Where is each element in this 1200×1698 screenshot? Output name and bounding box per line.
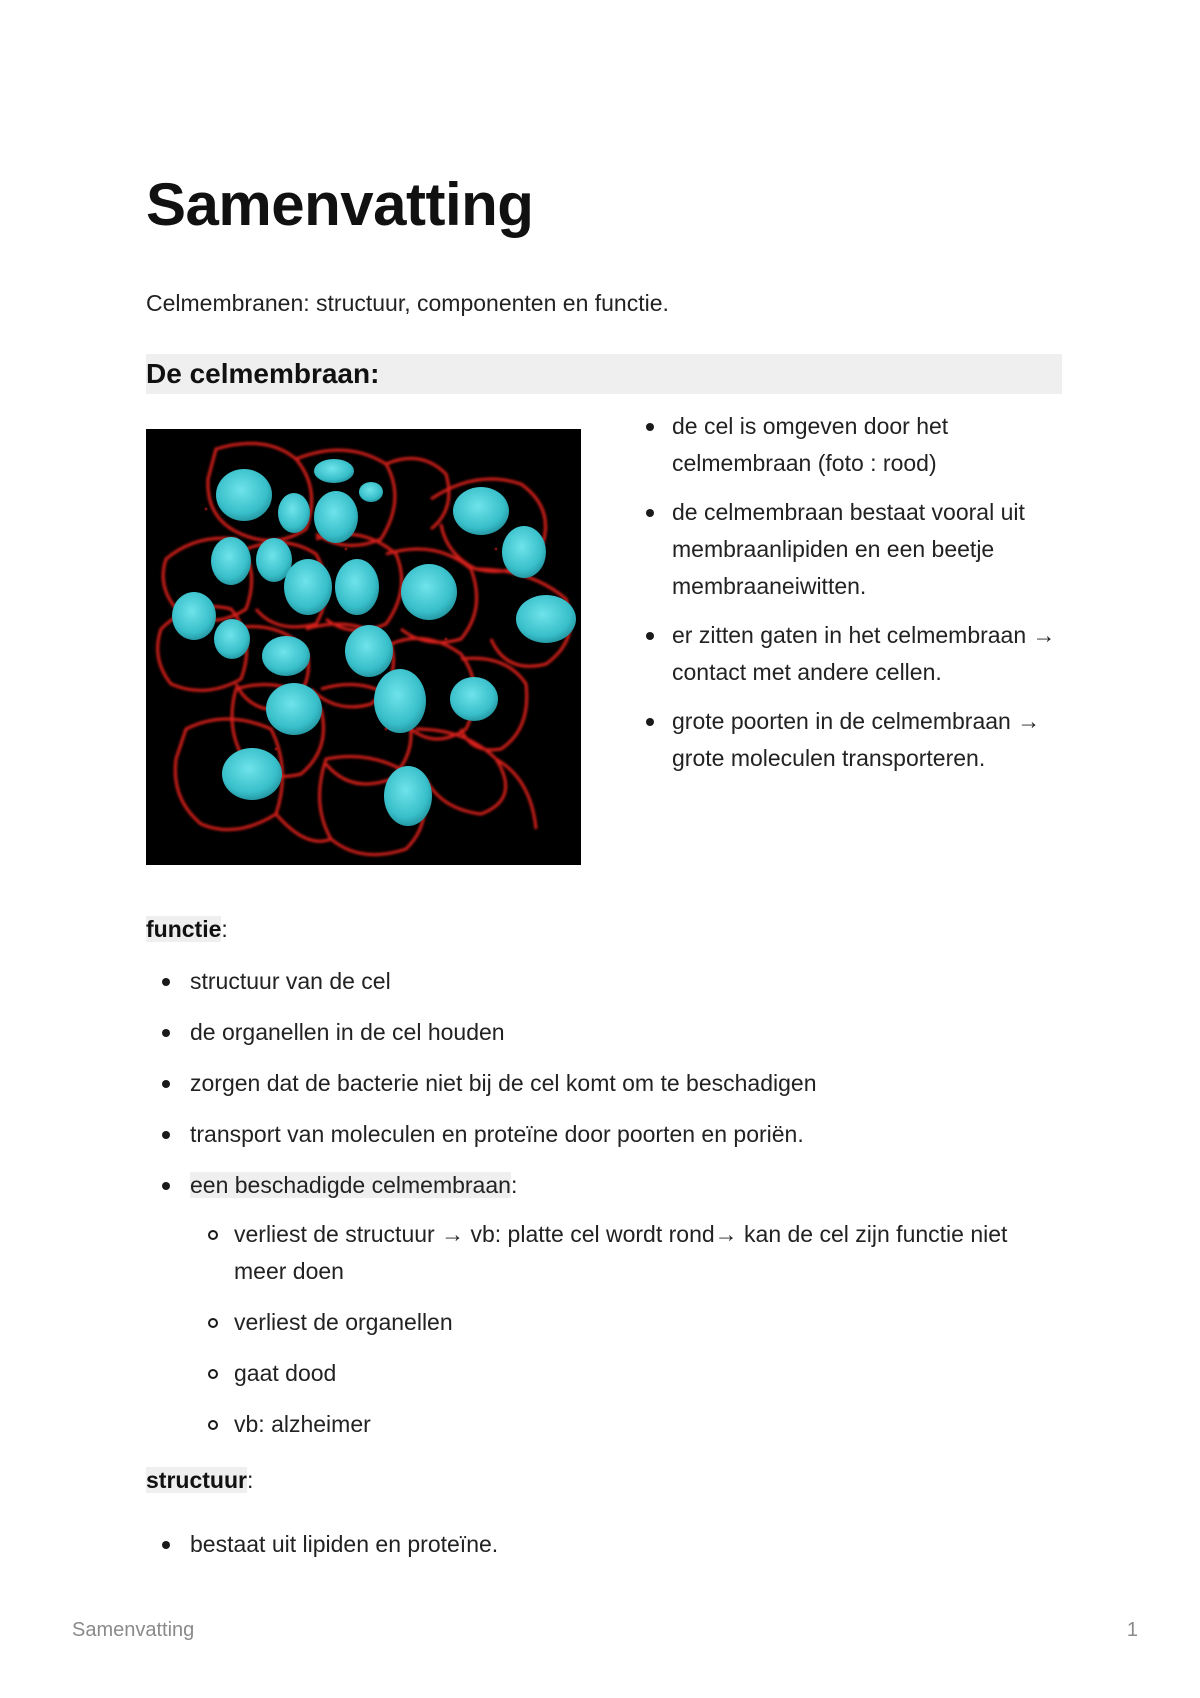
list-item: er zitten gaten in het celmembraan → contact met andere cellen. <box>644 617 1064 691</box>
bullet-icon <box>162 1541 170 1549</box>
list-item: zorgen dat de bacterie niet bij de cel komt om te beschadigen <box>162 1065 1062 1102</box>
list-item: grote poorten in de celmembraan → grote moleculen transporteren. <box>644 703 1064 777</box>
list-item: bestaat uit lipiden en proteïne. <box>162 1526 1062 1563</box>
bullet-icon <box>646 718 654 726</box>
page-title: Samenvatting <box>146 171 534 238</box>
bullet-icon <box>162 1131 170 1139</box>
sub-list-item: vb: alzheimer <box>206 1406 1062 1443</box>
bullet-icon <box>646 632 654 640</box>
bullet-icon <box>646 423 654 431</box>
structuur-list <box>162 1526 1062 1577</box>
sub-list-item: verliest de structuur → vb: platte cel wordt rond→ kan de cel zijn functie niet meer doen <box>206 1216 1062 1290</box>
sub-list-item: gaat dood <box>206 1355 1062 1392</box>
list-item: de celmembraan bestaat vooral uit membraanlipiden en een beetje membraaneiwitten. <box>644 494 1064 605</box>
bullet-icon <box>162 1029 170 1037</box>
hollow-bullet-icon <box>208 1318 218 1328</box>
hollow-bullet-icon <box>208 1420 218 1430</box>
list-item: de organellen in de cel houden <box>162 1014 1062 1051</box>
document-subtitle: Celmembranen: structuur, componenten en functie. <box>146 290 669 316</box>
hollow-bullet-icon <box>208 1230 218 1240</box>
cell-micrograph-image <box>146 429 581 865</box>
structuur-label: structuur: <box>146 1467 254 1493</box>
damaged-membrane-sublist <box>206 1216 1062 1443</box>
hollow-bullet-icon <box>208 1369 218 1379</box>
list-item: transport van moleculen en proteïne door poorten en poriën. <box>162 1116 1062 1153</box>
list-item: de cel is omgeven door het celmembraan (foto : rood) <box>644 408 1064 482</box>
page-number: 1 <box>1126 1619 1138 1641</box>
list-item: structuur van de cel <box>162 963 1062 1000</box>
functie-list <box>162 963 1062 1457</box>
membrane-facts-list <box>644 408 1064 789</box>
bullet-icon <box>162 1080 170 1088</box>
section-heading: De celmembraan: <box>146 354 1062 394</box>
list-item: een beschadigde celmembraan: verliest de structuur → vb: platte cel wordt rond→ kan de cel zijn functie niet meer doen verliest de organellen gaat dood vb: alzheimer <box>162 1167 1062 1443</box>
bullet-icon <box>162 1182 170 1190</box>
sub-list-item: verliest de organellen <box>206 1304 1062 1341</box>
functie-label: functie: <box>146 916 228 942</box>
bullet-icon <box>646 509 654 517</box>
footer-title: Samenvatting <box>72 1619 195 1641</box>
bullet-icon <box>162 978 170 986</box>
